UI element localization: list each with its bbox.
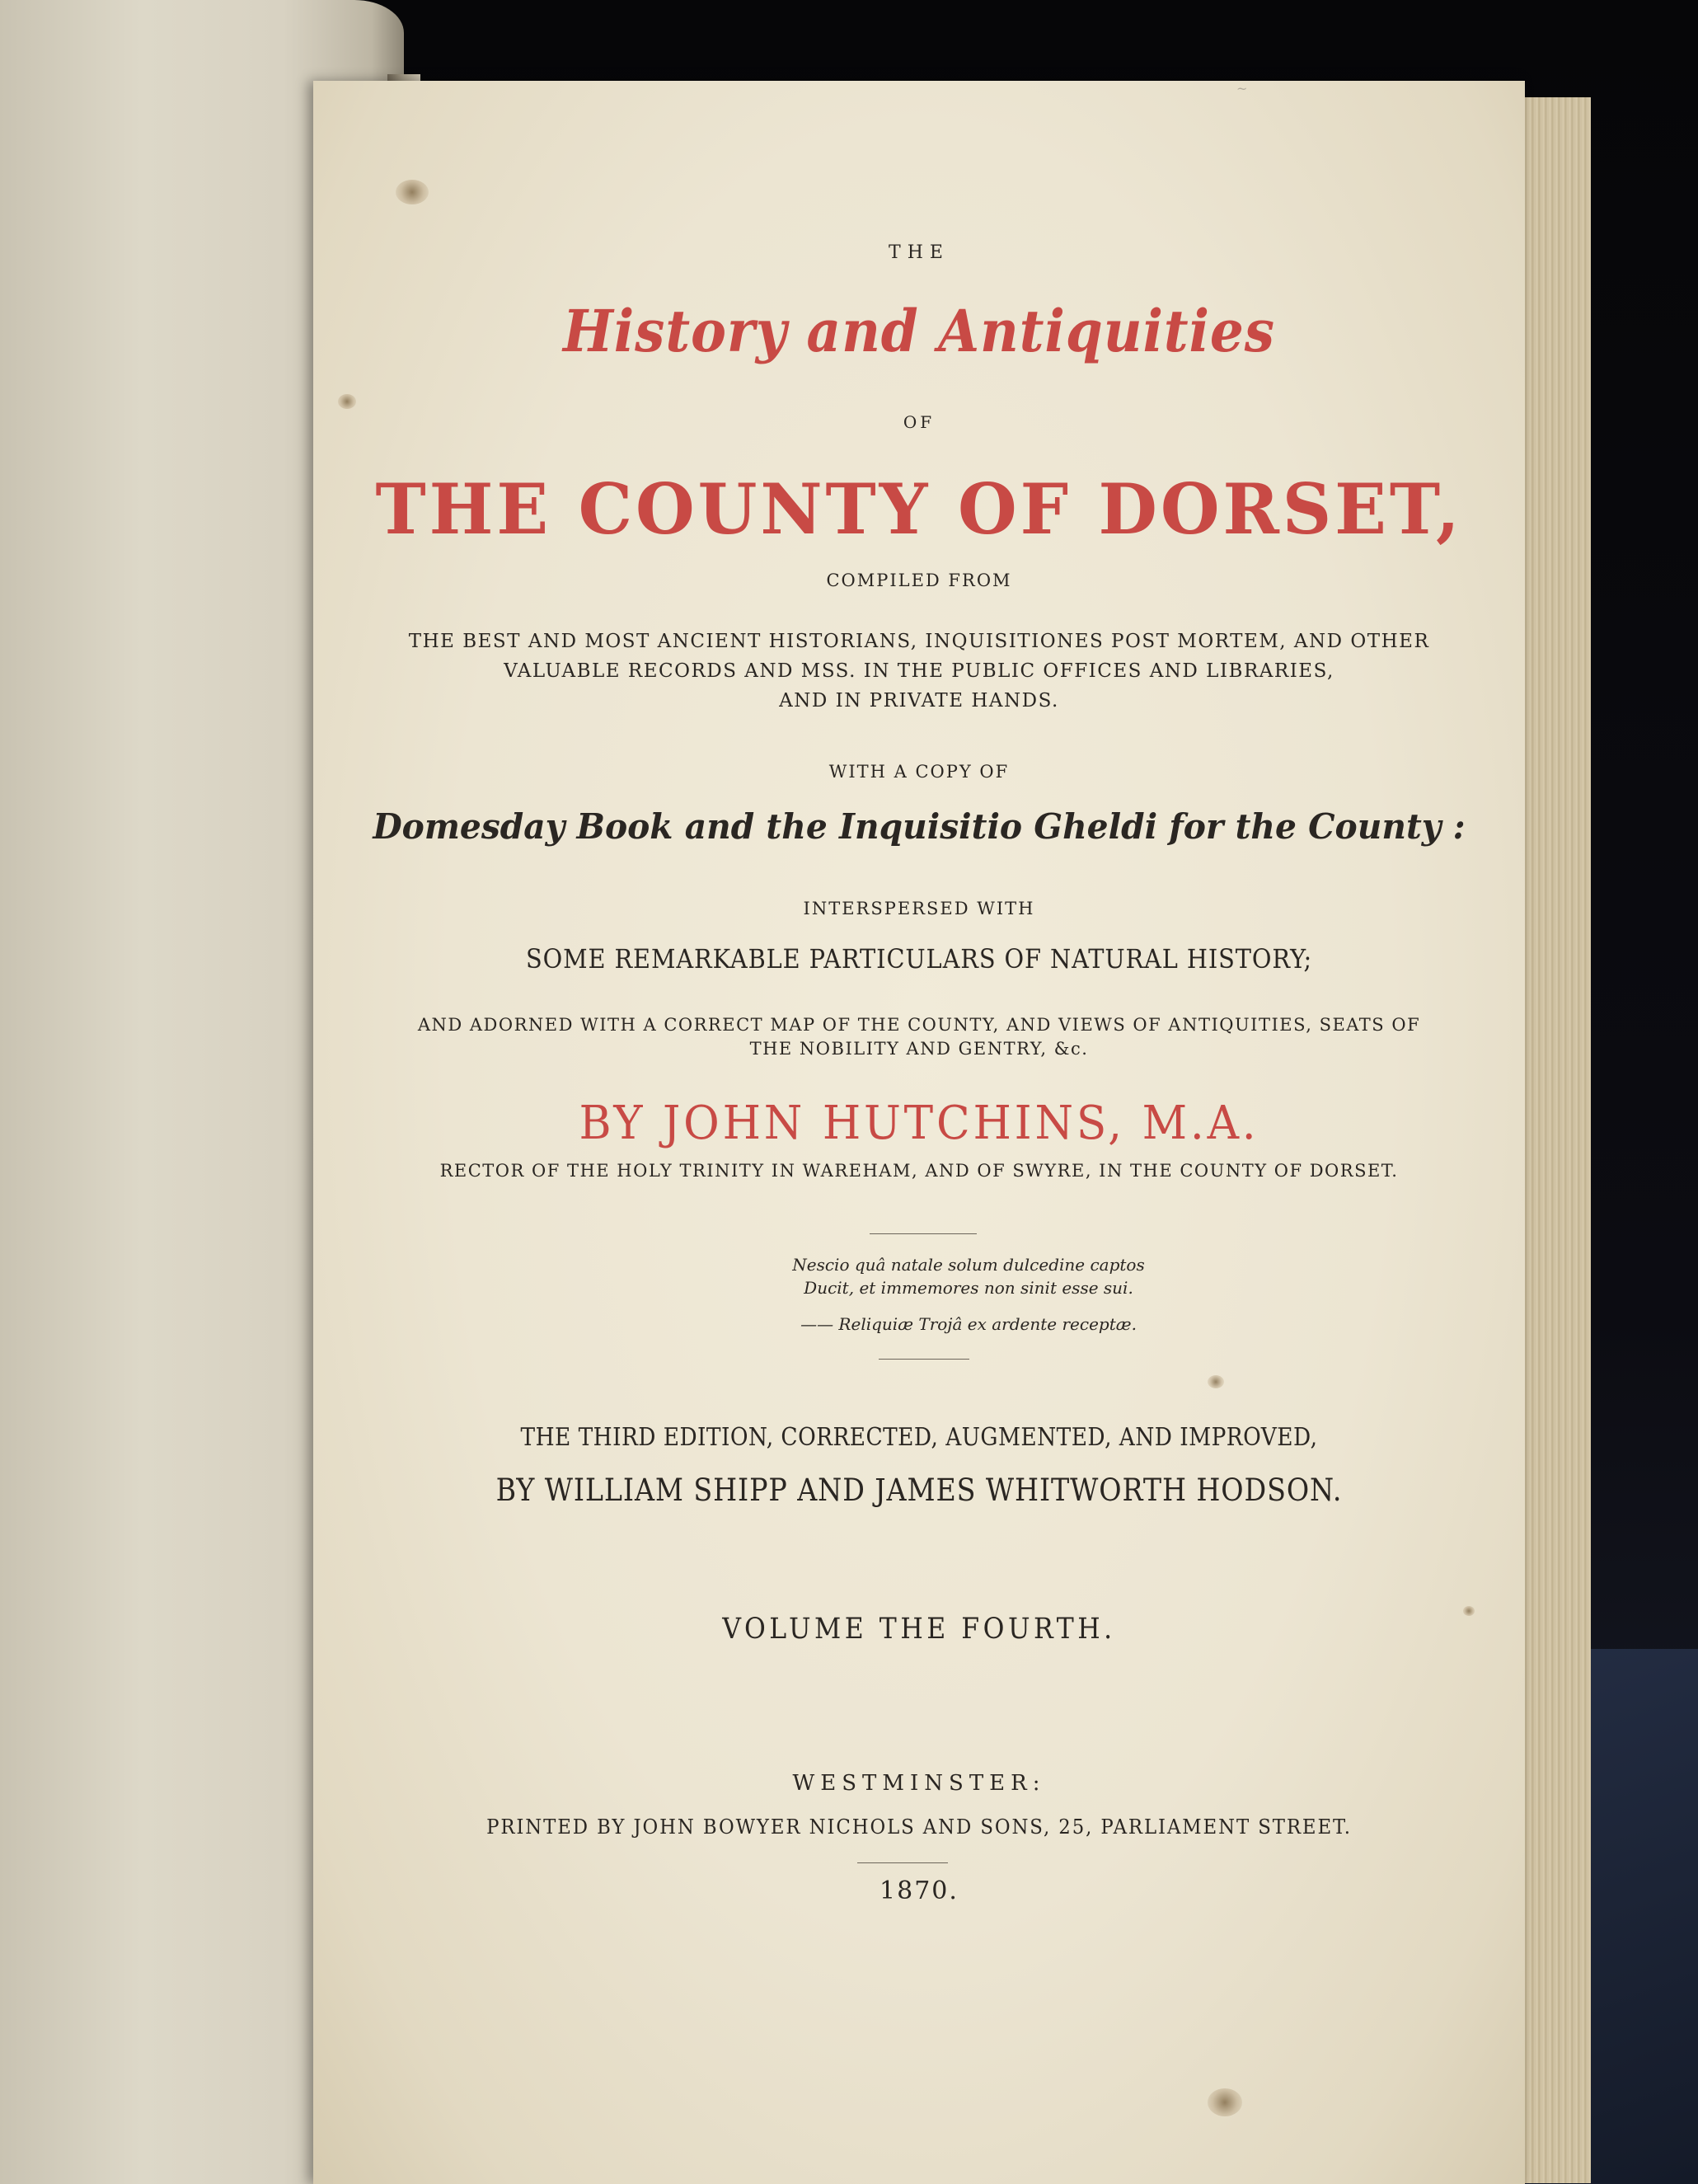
foxing-spot: [1208, 2088, 1242, 2116]
divider-rule: [870, 1233, 977, 1234]
foxing-spot: [396, 180, 429, 204]
interspersed-label: INTERSPERSED WITH: [803, 899, 1035, 918]
epigraph-attribution: —— Reliquiæ Trojâ ex ardente receptæ.: [800, 1314, 1137, 1334]
main-title: History and Antiquities: [563, 297, 1275, 365]
editors-line: BY WILLIAM SHIPP AND JAMES WHITWORTH HODSON.: [495, 1472, 1343, 1508]
compiled-from-label: COMPILED FROM: [826, 571, 1012, 590]
the-label: THE: [889, 242, 950, 263]
rector-line: RECTOR OF THE HOLY TRINITY IN WAREHAM, AND OF SWYRE, IN THE COUNTY OF DORSET.: [439, 1161, 1399, 1181]
county-title: THE COUNTY OF DORSET,: [375, 468, 1463, 550]
year-line: 1870.: [879, 1876, 959, 1905]
pencil-annotation: ~: [1236, 81, 1248, 96]
author-line: BY JOHN HUTCHINS, M.A.: [579, 1097, 1259, 1150]
epigraph-line-2: Ducit, et immemores non sinit esse sui.: [804, 1278, 1133, 1298]
natural-history-line: SOME REMARKABLE PARTICULARS OF NATURAL HISTORY;: [525, 943, 1313, 975]
foxing-spot: [1208, 1375, 1224, 1388]
sources-line-1: THE BEST AND MOST ANCIENT HISTORIANS, INQUISITIONES POST MORTEM, AND OTHER: [408, 631, 1430, 652]
place-line: WESTMINSTER:: [792, 1771, 1046, 1796]
foxing-spot: [338, 394, 356, 409]
printer-line: PRINTED BY JOHN BOWYER NICHOLS AND SONS, 25, PARLIAMENT STREET.: [486, 1815, 1352, 1839]
with-copy-label: WITH A COPY OF: [828, 762, 1010, 782]
divider-rule: [879, 1359, 969, 1360]
title-page: [313, 81, 1525, 2184]
foxing-spot: [1463, 1606, 1475, 1616]
edition-line: THE THIRD EDITION, CORRECTED, AUGMENTED, AND IMPROVED,: [520, 1423, 1318, 1452]
epigraph-line-1: Nescio quâ natale solum dulcedine captos: [792, 1255, 1145, 1275]
sources-line-3: AND IN PRIVATE HANDS.: [779, 690, 1059, 712]
volume-line: VOLUME THE FOURTH.: [722, 1613, 1116, 1646]
sources-line-2: VALUABLE RECORDS AND MSS. IN THE PUBLIC OFFICES AND LIBRARIES,: [504, 660, 1334, 682]
of-label: OF: [903, 412, 936, 432]
adorned-line-2: THE NOBILITY AND GENTRY, &c.: [749, 1039, 1089, 1059]
divider-rule: [857, 1862, 948, 1863]
adorned-line-1: AND ADORNED WITH A CORRECT MAP OF THE COUNTY, AND VIEWS OF ANTIQUITIES, SEATS OF: [417, 1015, 1421, 1035]
domesday-line: Domesday Book and the Inquisitio Gheldi for the County :: [373, 806, 1466, 847]
